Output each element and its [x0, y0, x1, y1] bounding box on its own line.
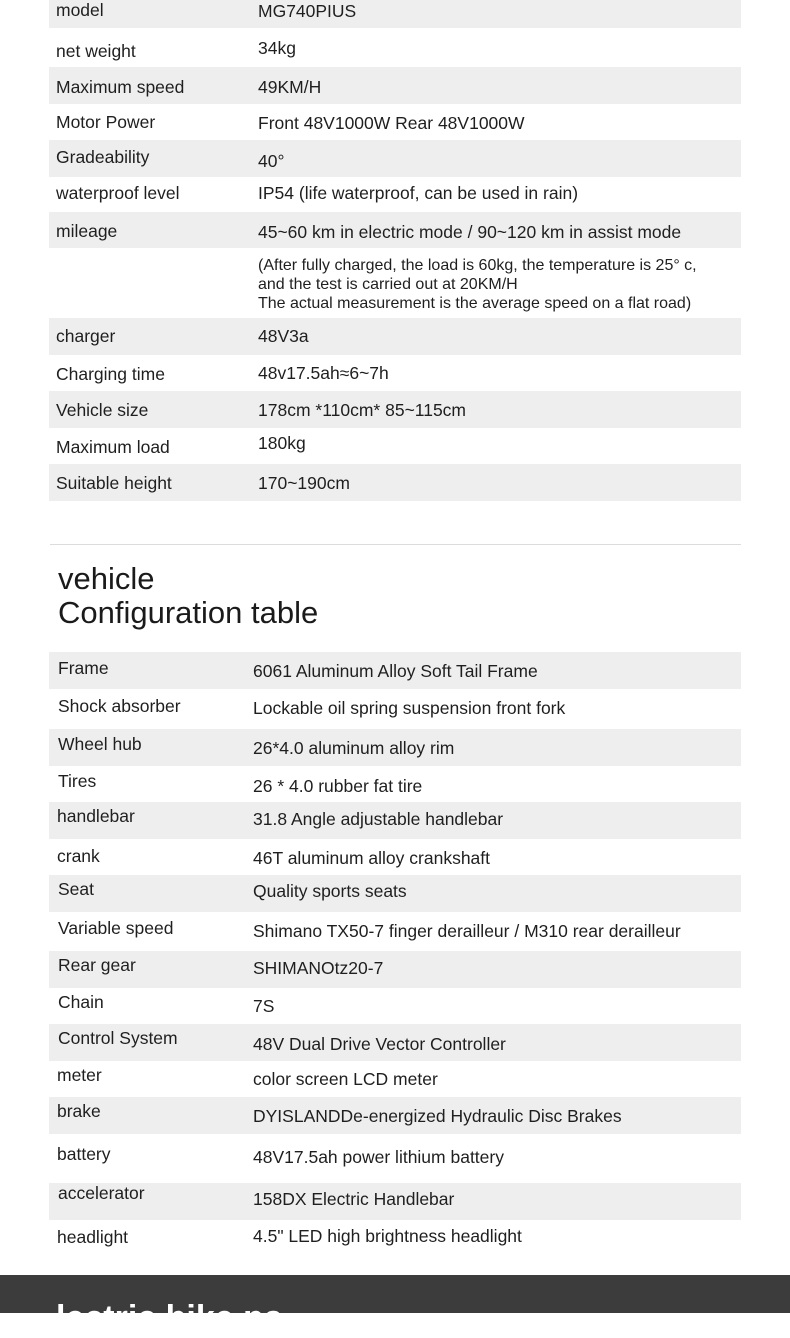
config-row-headlight [49, 1220, 741, 1256]
spec-row-motor-power [49, 104, 741, 140]
spec-row-waterproof [49, 177, 741, 212]
config-value: 26*4.0 aluminum alloy rim [253, 738, 455, 758]
spec-value: 49KM/H [258, 77, 322, 97]
config-row-control-system [49, 1024, 741, 1061]
config-label: Frame [58, 658, 109, 678]
config-row-crank [49, 839, 741, 875]
spec-label: waterproof level [56, 183, 180, 203]
spec-row-suitable-height [49, 464, 741, 501]
config-label: meter [57, 1065, 102, 1085]
config-row-wheel-hub [49, 729, 741, 766]
config-value: 48V Dual Drive Vector Controller [253, 1034, 506, 1054]
config-value: 26 * 4.0 rubber fat tire [253, 776, 423, 796]
footer-text: lectric bike pa [56, 1299, 283, 1337]
spec-value: 48v17.5ah≈6~7h [258, 363, 389, 383]
spec-label: charger [56, 326, 116, 346]
note-line: The actual measurement is the average speed on a flat road) [258, 295, 692, 312]
config-row-chain [49, 988, 741, 1024]
spec-row-gradeability [49, 140, 741, 177]
spec-row-charger [49, 318, 741, 355]
config-row-meter [49, 1061, 741, 1097]
config-label: Wheel hub [58, 734, 142, 754]
spec-table [49, 0, 741, 501]
config-label: Control System [58, 1028, 178, 1048]
config-label: Seat [58, 879, 94, 899]
config-value: 48V17.5ah power lithium battery [253, 1147, 504, 1167]
spec-label: Vehicle size [56, 400, 149, 420]
config-value: 31.8 Angle adjustable handlebar [253, 809, 504, 829]
spec-value: IP54 (life waterproof, can be used in rain) [258, 183, 579, 203]
config-row-frame [49, 652, 741, 689]
config-label: crank [57, 846, 100, 866]
spec-label: model [56, 0, 104, 20]
config-value: 4.5" LED high brightness headlight [253, 1226, 522, 1246]
config-label: brake [57, 1101, 101, 1121]
config-row-variable-speed [49, 912, 741, 951]
note-line: (After fully charged, the load is 60kg, the temperature is 25° c, [258, 257, 697, 274]
spec-label: net weight [56, 41, 136, 61]
config-row-brake [49, 1097, 741, 1134]
spec-value: MG740PIUS [258, 1, 357, 21]
mileage-note [258, 256, 697, 313]
spec-label: Motor Power [56, 112, 156, 132]
config-row-tires [49, 766, 741, 802]
config-table [49, 652, 741, 1256]
config-value: Lockable oil spring suspension front fork [253, 698, 566, 718]
spec-label: Gradeability [56, 147, 150, 167]
spec-value: 178cm *110cm* 85~115cm [258, 400, 467, 420]
config-value: SHIMANOtz20-7 [253, 958, 384, 978]
config-row-seat [49, 875, 741, 912]
config-value: DYISLANDDe-energized Hydraulic Disc Brakes [253, 1106, 622, 1126]
config-row-battery [49, 1134, 741, 1183]
config-value: 158DX Electric Handlebar [253, 1189, 455, 1209]
spec-row-max-load [49, 428, 741, 464]
spec-row-net-weight [49, 28, 741, 67]
spec-row-charging-time [49, 355, 741, 391]
spec-label: Maximum speed [56, 77, 185, 97]
config-label: battery [57, 1144, 111, 1164]
config-label: Chain [58, 992, 104, 1012]
spec-row-model [49, 0, 741, 28]
config-label: Rear gear [58, 955, 136, 975]
spec-value: 170~190cm [258, 473, 350, 493]
config-label: handlebar [57, 806, 135, 826]
config-row-handlebar [49, 802, 741, 839]
config-value: 6061 Aluminum Alloy Soft Tail Frame [253, 661, 538, 681]
config-label: Variable speed [58, 918, 174, 938]
config-value: 7S [253, 996, 275, 1016]
config-value: Shimano TX50-7 finger derailleur / M310 rear derailleur [253, 921, 681, 941]
section-divider [50, 544, 741, 545]
spec-value: 40° [258, 151, 285, 171]
spec-row-vehicle-size [49, 391, 741, 428]
config-value: Quality sports seats [253, 881, 407, 901]
spec-row-max-speed [49, 67, 741, 104]
spec-value: Front 48V1000W Rear 48V1000W [258, 113, 525, 133]
spec-value: 180kg [258, 433, 306, 453]
config-label: Tires [58, 771, 97, 791]
config-row-accelerator [49, 1183, 741, 1220]
spec-row-mileage [49, 212, 741, 248]
spec-label: Maximum load [56, 437, 170, 457]
spec-label: Suitable height [56, 473, 172, 493]
spec-value: 48V3a [258, 326, 309, 346]
config-value: color screen LCD meter [253, 1069, 438, 1089]
title-line-1: vehicle [58, 561, 155, 596]
spec-value: 45~60 km in electric mode / 90~120 km in assist mode [258, 222, 682, 242]
config-value: 46T aluminum alloy crankshaft [253, 848, 491, 868]
config-row-rear-gear [49, 951, 741, 988]
config-label: headlight [57, 1227, 129, 1247]
title-line-2: Configuration table [58, 595, 319, 630]
spec-value: 34kg [258, 38, 296, 58]
spec-label: Charging time [56, 364, 165, 384]
note-line: and the test is carried out at 20KM/H [258, 276, 518, 293]
spec-row-mileage-note [49, 248, 741, 318]
config-label: Shock absorber [58, 696, 181, 716]
config-row-shock [49, 689, 741, 729]
config-label: accelerator [58, 1183, 145, 1203]
config-section-title [58, 562, 318, 630]
spec-label: mileage [56, 221, 118, 241]
footer-banner [0, 1275, 790, 1337]
